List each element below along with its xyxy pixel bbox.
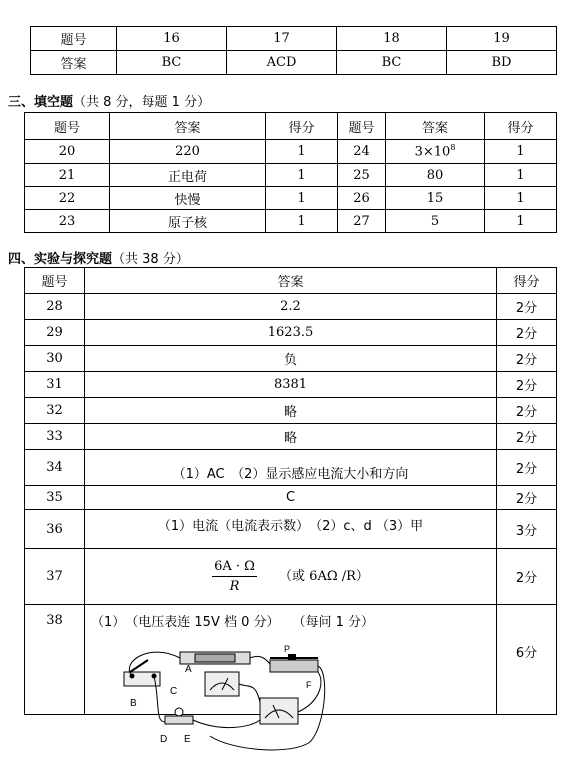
ammeter-icon xyxy=(205,672,239,696)
section4-note: （共 38 分） xyxy=(112,252,189,267)
header-cell: 答案 xyxy=(110,113,266,140)
table-row xyxy=(25,294,557,320)
label-c: C xyxy=(170,686,178,697)
question-number: 34 xyxy=(25,450,85,486)
answer-cell: 15 xyxy=(386,187,485,210)
section3-note: （共 8 分，每题 1 分） xyxy=(73,95,211,110)
score-cell: 6分 xyxy=(497,605,557,715)
mc-number: 17 xyxy=(227,27,337,51)
answer-cell: 略 xyxy=(85,398,497,424)
answer-cell: （1）AC （2）显示感应电流大小和方向 xyxy=(85,450,497,486)
section4-title: 四、实验与探究题 xyxy=(8,252,113,267)
question-number: 28 xyxy=(25,294,85,320)
table-row xyxy=(25,372,557,398)
answer-cell: 负 xyxy=(85,346,497,372)
score-cell: 1 xyxy=(266,187,338,210)
score-cell: 3分 xyxy=(497,510,557,549)
mc-number: 18 xyxy=(337,27,447,51)
table-row xyxy=(25,187,557,210)
answer-exponent: 8 xyxy=(450,143,456,153)
answer-text: （1） （电压表连 15V 档 0 分） （每问 1 分） xyxy=(91,615,375,630)
answer-cell: 1623.5 xyxy=(85,320,497,346)
mc-number: 16 xyxy=(117,27,227,51)
label-p: P xyxy=(284,644,291,654)
header-cell: 题号 xyxy=(338,113,386,140)
answer-cell xyxy=(85,549,497,605)
section4-heading xyxy=(8,248,189,267)
table-row xyxy=(25,320,557,346)
answer-cell: 正电荷 xyxy=(110,164,266,187)
label-f: F xyxy=(306,680,312,690)
formula-fraction xyxy=(212,559,257,594)
answer-cell: 5 xyxy=(386,210,485,233)
label-b: B xyxy=(130,698,137,709)
question-number: 35 xyxy=(25,486,85,510)
voltmeter-icon xyxy=(260,698,298,724)
answer-base: 3×10 xyxy=(414,144,451,160)
circuit-diagram xyxy=(110,632,430,760)
score-cell: 1 xyxy=(266,210,338,233)
table-row xyxy=(25,164,557,187)
question-number: 22 xyxy=(25,187,110,210)
question-number: 33 xyxy=(25,424,85,450)
header-cell: 得分 xyxy=(485,113,557,140)
label-e: E xyxy=(184,734,191,745)
label-d: D xyxy=(160,734,168,745)
answer-cell: 快慢 xyxy=(110,187,266,210)
formula-denominator: R xyxy=(229,579,240,594)
header-cell: 答案 xyxy=(386,113,485,140)
header-cell: 得分 xyxy=(497,268,557,294)
question-number: 27 xyxy=(338,210,386,233)
answer-cell: 略 xyxy=(85,424,497,450)
fill-header-row xyxy=(25,113,557,140)
answer-cell: 80 xyxy=(386,164,485,187)
mc-number: 19 xyxy=(447,27,557,51)
question-number: 31 xyxy=(25,372,85,398)
mc-answer: BC xyxy=(337,51,447,75)
answer-cell: （1）电流（电流表示数） （2）c、d （3）甲 xyxy=(85,510,497,549)
table-row xyxy=(25,140,557,164)
table-row xyxy=(25,450,557,486)
rheostat-icon xyxy=(270,654,318,672)
mc-answer: ACD xyxy=(227,51,337,75)
answer-cell xyxy=(386,140,485,164)
score-cell: 2分 xyxy=(497,486,557,510)
section3-title: 三、填空题 xyxy=(8,95,74,110)
question-number: 37 xyxy=(25,549,85,605)
score-cell: 2分 xyxy=(497,294,557,320)
question-number: 23 xyxy=(25,210,110,233)
question-number: 25 xyxy=(338,164,386,187)
table-row xyxy=(25,398,557,424)
score-cell: 1 xyxy=(485,210,557,233)
question-number: 36 xyxy=(25,510,85,549)
question-number: 26 xyxy=(338,187,386,210)
answer-cell: 220 xyxy=(110,140,266,164)
table-row xyxy=(25,210,557,233)
table-row xyxy=(25,549,557,605)
label-a: A xyxy=(185,664,192,675)
formula-numerator: 6A · Ω xyxy=(212,559,257,577)
score-cell: 2分 xyxy=(497,346,557,372)
score-cell: 2分 xyxy=(497,549,557,605)
mc-answer: BD xyxy=(447,51,557,75)
mc-row-label: 题号 xyxy=(31,27,117,51)
switch-icon xyxy=(124,660,160,686)
score-cell: 1 xyxy=(485,187,557,210)
question-number: 24 xyxy=(338,140,386,164)
question-number: 38 xyxy=(25,605,85,715)
header-cell: 题号 xyxy=(25,268,85,294)
table-row xyxy=(25,510,557,549)
mc-answer: BC xyxy=(117,51,227,75)
section3-heading xyxy=(8,91,210,110)
question-number: 29 xyxy=(25,320,85,346)
score-cell: 2分 xyxy=(497,450,557,486)
score-cell: 2分 xyxy=(497,372,557,398)
header-cell: 题号 xyxy=(25,113,110,140)
question-number: 20 xyxy=(25,140,110,164)
answer-cell: C xyxy=(85,486,497,510)
mc-table xyxy=(30,26,557,75)
formula-alternative: （或 6AΩ /R） xyxy=(279,569,369,584)
question-number: 32 xyxy=(25,398,85,424)
experiment-header-row xyxy=(25,268,557,294)
table-row xyxy=(25,424,557,450)
lamp-icon xyxy=(165,708,193,724)
answer-cell: 原子核 xyxy=(110,210,266,233)
score-cell: 1 xyxy=(266,164,338,187)
answer-cell: 2.2 xyxy=(85,294,497,320)
mc-row-label: 答案 xyxy=(31,51,117,75)
header-cell: 答案 xyxy=(85,268,497,294)
score-cell: 2分 xyxy=(497,320,557,346)
table-row xyxy=(25,486,557,510)
score-cell: 2分 xyxy=(497,398,557,424)
fill-table xyxy=(24,112,557,233)
score-cell: 1 xyxy=(485,140,557,164)
score-cell: 1 xyxy=(266,140,338,164)
header-cell: 得分 xyxy=(266,113,338,140)
score-cell: 2分 xyxy=(497,424,557,450)
question-number: 21 xyxy=(25,164,110,187)
question-number: 30 xyxy=(25,346,85,372)
battery-icon xyxy=(180,652,250,664)
answer-cell: 8381 xyxy=(85,372,497,398)
score-cell: 1 xyxy=(485,164,557,187)
table-row xyxy=(25,346,557,372)
